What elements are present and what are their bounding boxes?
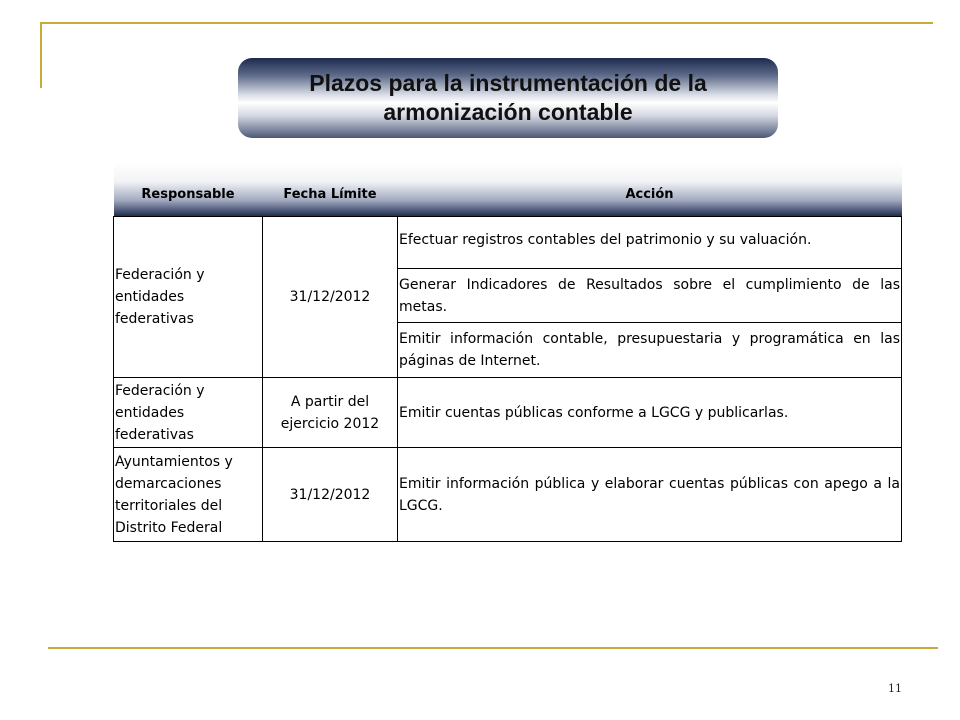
cell-fecha: A partir del ejercicio 2012 [263,378,398,448]
cell-fecha: 31/12/2012 [263,448,398,542]
cell-responsable: Ayuntamientos y demarcaciones territoriales del Distrito Federal [114,448,263,542]
deadlines-table [113,163,902,542]
bottom-gold-rule [48,647,938,649]
cell-responsable: Federación y entidades federativas [114,217,263,378]
page-number: 11 [888,682,902,695]
left-gold-rule [40,22,42,88]
cell-accion: Emitir cuentas públicas conforme a LGCG y publicarlas. [398,378,902,448]
cell-responsable: Federación y entidades federativas [114,378,263,448]
header-responsable: Responsable [114,163,263,217]
header-accion: Acción [398,163,902,217]
cell-accion: Generar Indicadores de Resultados sobre el cumplimiento de las metas. [398,269,902,323]
table-row [114,448,902,542]
table-header-row [114,163,902,217]
title-banner [238,58,778,138]
slide-title: Plazos para la instrumentación de la armonización contable [309,70,707,125]
header-fecha-limite: Fecha Límite [263,163,398,217]
table-row [114,217,902,269]
cell-accion: Efectuar registros contables del patrimonio y su valuación. [398,217,902,269]
cell-accion: Emitir información pública y elaborar cuentas públicas con apego a la LGCG. [398,448,902,542]
cell-fecha: 31/12/2012 [263,217,398,378]
cell-accion: Emitir información contable, presupuestaria y programática en las páginas de Internet. [398,323,902,378]
top-gold-rule [40,22,933,24]
table-row [114,378,902,448]
